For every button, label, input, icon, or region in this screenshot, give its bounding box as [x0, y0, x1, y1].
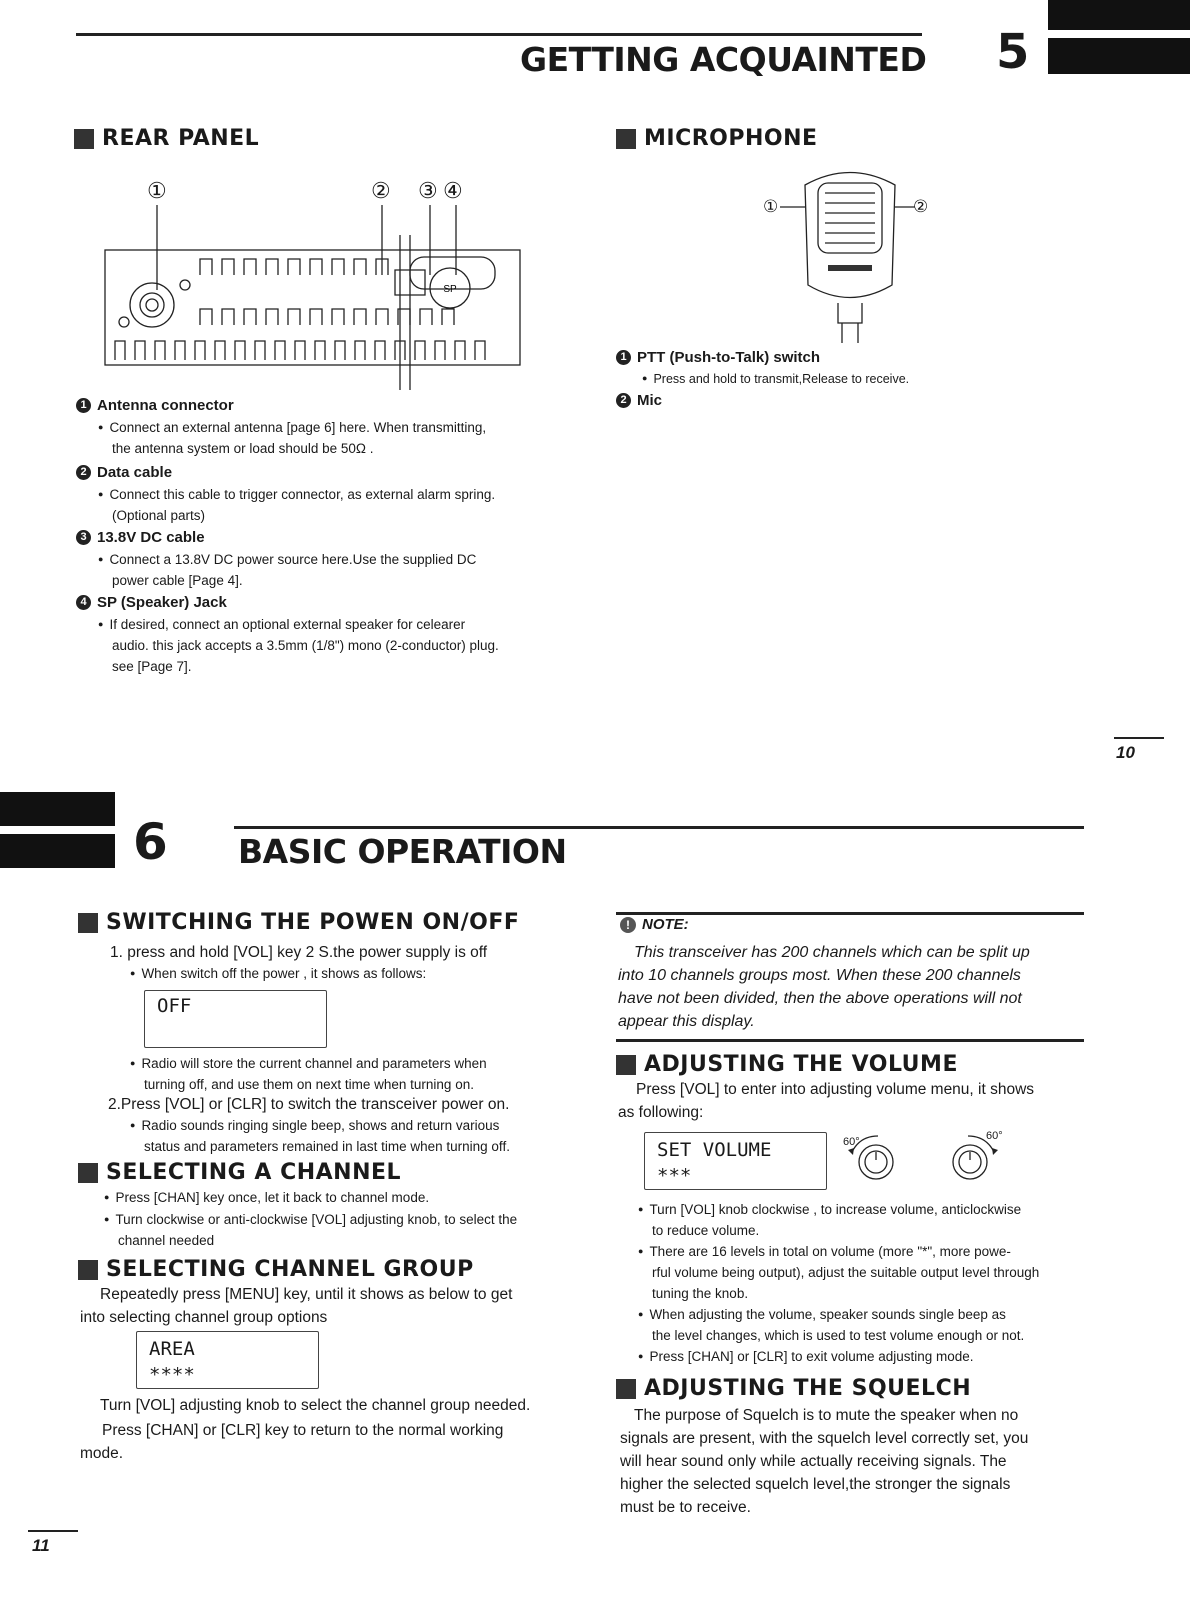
page-number: 11: [32, 1536, 50, 1555]
bullet: ● Connect this cable to trigger connector, as external alarm spring. (Optional parts): [96, 484, 596, 526]
rear-panel-heading: REAR PANEL: [74, 126, 259, 151]
note-label: ! NOTE:: [620, 916, 689, 933]
angle-left: 60°: [843, 1136, 860, 1148]
section-marker: [78, 1260, 98, 1280]
group-return-text: Press [CHAN] or [CLR] key to return to the normal working mode.: [80, 1422, 504, 1462]
section-marker: [74, 129, 94, 149]
item-dc-cable: 3 13.8V DC cable: [76, 529, 596, 546]
page-number: 10: [1116, 743, 1135, 762]
lcd-display-off: OFF: [144, 990, 327, 1048]
chapter-number: 6: [133, 813, 168, 871]
squelch-text: The purpose of Squelch is to mute the speaker when no signals are present, with the squelch level correctly set, you will hear sound only while actually receiving signals. The higher the selected squelch level,the stronger the signals must be to receive.: [620, 1407, 1029, 1516]
power-step-1: 1. press and hold [VOL] key 2 S.the power supply is off: [110, 944, 488, 961]
item-antenna: 1 Antenna connector: [76, 397, 596, 414]
section-marker: [78, 1163, 98, 1183]
note-bottom-rule: [616, 1039, 1084, 1042]
lcd-display-volume: SET VOLUME ***: [644, 1132, 827, 1190]
chapter-tab: [0, 834, 115, 868]
sp-label: SP: [443, 284, 457, 295]
page-number-rule: [28, 1530, 78, 1532]
squelch-heading: ADJUSTING THE SQUELCH: [616, 1376, 971, 1401]
callout-1: ①: [147, 178, 167, 203]
note-text: This transceiver has 200 channels which can be split up into 10 channels groups most. When these 200 channels have not been divided, then the above operations will not appear this display.: [618, 944, 1030, 1030]
volume-text: Press [VOL] to enter into adjusting volume menu, it shows as following:: [618, 1081, 1035, 1121]
item-mic: 2 Mic: [616, 392, 1096, 409]
group-text: Repeatedly press [MENU] key, until it shows as below to get into selecting channel group options: [80, 1286, 513, 1326]
item-ptt: 1 PTT (Push-to-Talk) switch: [616, 349, 1096, 366]
chapter-tab: [0, 792, 115, 826]
callout-4: ④: [443, 178, 463, 203]
bullet: ● When switch off the power , it shows as follows:: [128, 963, 426, 984]
microphone-diagram: [780, 165, 920, 345]
chapter-tab: [1048, 38, 1190, 74]
bullet: ● When adjusting the volume, speaker sounds single beep as the level changes, which is used to test volume enough or not.: [636, 1304, 1096, 1346]
mic-callout-2: ②: [913, 197, 929, 216]
volume-knob-right: [940, 1128, 1020, 1188]
item-data-cable: 2 Data cable: [76, 464, 596, 481]
rear-items: [76, 397, 596, 677]
microphone-heading: MICROPHONE: [616, 126, 818, 151]
mic-items: [616, 349, 1096, 409]
header-rule: [234, 826, 1084, 829]
lcd-display-area: AREA ****: [136, 1331, 319, 1389]
bullet: ● Turn clockwise or anti-clockwise [VOL] adjusting knob, to select the channel needed: [102, 1209, 517, 1251]
bullet: ● Press [CHAN] or [CLR] to exit volume adjusting mode.: [636, 1346, 1096, 1367]
channel-heading: SELECTING A CHANNEL: [78, 1160, 401, 1185]
callout-3: ③: [418, 178, 438, 203]
bullet: ● There are 16 levels in total on volume (more "*", more powe- rful volume being output), adjust the suitable output level through tuning the knob.: [636, 1241, 1096, 1304]
bullet: ● If desired, connect an optional external speaker for celearer audio. this jack accepts a 3.5mm (1/8") mono (2-conductor) plug. see [Page 7].: [96, 614, 596, 677]
bullet: ● Connect a 13.8V DC power source here.Use the supplied DC power cable [Page 4].: [96, 549, 596, 591]
bullet: ● Press [CHAN] key once, let it back to channel mode.: [102, 1187, 429, 1208]
bullet: ● Turn [VOL] knob clockwise , to increase volume, anticlockwise to reduce volume.: [636, 1199, 1096, 1241]
power-heading: SWITCHING THE POWEN ON/OFF: [78, 910, 519, 935]
rear-panel-diagram: [100, 175, 530, 390]
header-rule: [76, 33, 922, 36]
section-marker: [78, 913, 98, 933]
group-heading: SELECTING CHANNEL GROUP: [78, 1257, 474, 1282]
group-turn-text: Turn [VOL] adjusting knob to select the channel group needed.: [100, 1397, 531, 1414]
page-number-rule: [1114, 737, 1164, 739]
volume-heading: ADJUSTING THE VOLUME: [616, 1052, 958, 1077]
callout-2: ②: [371, 178, 391, 203]
note-icon: !: [620, 917, 636, 933]
chapter-tab: [1048, 0, 1190, 30]
bullet: ● Radio will store the current channel and parameters when turning off, and use them on next time when turning on.: [128, 1053, 487, 1095]
bullet: ● Radio sounds ringing single beep, shows and return various status and parameters remained in last time when turning off.: [128, 1115, 510, 1157]
power-step-2: 2.Press [VOL] or [CLR] to switch the transceiver power on.: [108, 1096, 510, 1113]
page-title: BASIC OPERATION: [238, 832, 567, 871]
note-top-rule: [616, 912, 1084, 915]
item-sp-jack: 4 SP (Speaker) Jack: [76, 594, 596, 611]
bullet: ● Connect an external antenna [page 6] here. When transmitting, the antenna system or load should be 50Ω .: [96, 417, 596, 459]
chapter-number: 5: [996, 24, 1030, 80]
bullet: ● Press and hold to transmit,Release to receive.: [640, 368, 1096, 390]
page-title: GETTING ACQUAINTED: [520, 40, 927, 79]
volume-bullets: [636, 1199, 1096, 1367]
section-marker: [616, 129, 636, 149]
section-marker: [616, 1055, 636, 1075]
section-marker: [616, 1379, 636, 1399]
mic-callout-1: ①: [763, 197, 779, 216]
angle-right: 60°: [986, 1130, 1003, 1142]
